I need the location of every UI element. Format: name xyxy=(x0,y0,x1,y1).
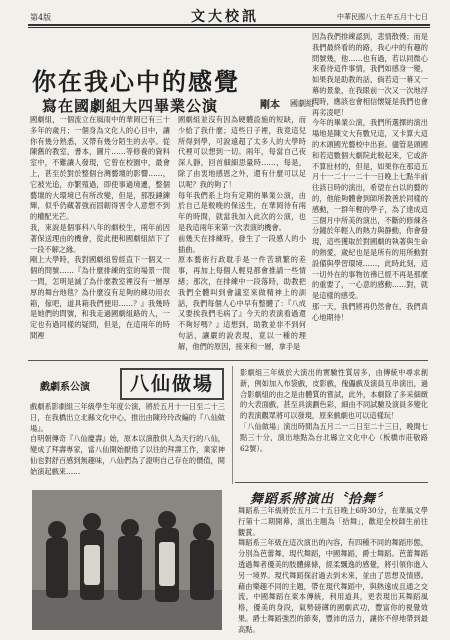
section-divider-2 xyxy=(235,482,428,483)
play-column-1: 戲劇系影劇組三年級學生年度公演，將於五月十一日至二十三日，在我橋出立北縣文化中心，推出由陳玲玲改編的『八仙做場』。 自明朝傳奇『八仙慶壽』始，原本以演散供人為天行的八仙，變成了拜壽專家，當八仙開始厭倦了以往的拜壽工作，業家神仙也對舒百感到無趣味，八仙們為了證明自己存在的價值，開始演起戲來…… xyxy=(30,402,225,476)
article-column-1: 國劇組，一個流立在風雨中的華岡已有三十多年的歲月；一個身為文化人的心目中，讓你有幾分熟悉，又帶有幾分陌生的去亭。從陳舊的教室，書本，圖片……等修養的資料室中，不難讓人發現，它曾在校園中，最會上，甚至於對於整個台灣藝壇的影響……，它被光追，亦繁殖過，即使事過境遷，整個藝壇的大環境已有所改變，但是，那股錘鍊輝，似乎仍藏著強而固韌得害令人意想不到的權配光芒。 我，來說是個事科八年的劇校生，兩年前因著保送理由的機會，從此便和國劇組結下了一段不解之緣。 剛上大學時，我對國劇組曾經直下一個叉一個的問號……『為什麼排練的室的場景一問一問，怎明是滅了為什麼教室裡沒有一層厚厚的舞台地毯？為什麼沒有足夠的練功用衣箱，傢吧，道具箱我們便用……？』我幾時是她們的問號，和我走過國劇組路的人，一定也有過同樣的疑問，但是，在這兩年的時間裡 xyxy=(30,115,170,340)
play-title-box: 八仙做場 xyxy=(120,368,224,400)
section-divider xyxy=(28,360,428,361)
article-subtitle: 寫在國劇組大四畢業公演 xyxy=(42,97,219,115)
dance-article-title: 舞蹈系將演出〝拾舞〞 xyxy=(250,492,391,507)
author-department: 國劇組 xyxy=(290,99,314,108)
header-rule xyxy=(28,24,430,26)
photo-illustration xyxy=(32,490,222,630)
article-column-3: 因為我們排練認到，悲情散慢；而是我們最終看的的路，我心中的有趣的問號幾，他……也有過，若以同微心來看待這件事情，我們如感身一變，如果我是助教的話，倘若這一幕又一幕的景象，在我眼前一次又一次地浮現時，應該也會相信懷疑是我們也會再劣凌吧！ 今年的畢業公演，我們所選擇的演出場地是陳文大有數兄這，又卡算大這的木頭國光藝校中出套。儘管是頭國和若這數個大劇院此較起來，它或許不算壯材的，但是，如果你在那這五月十一二十一二十一日晚上七點半前往該日時的演出，希望在台以的藝的的，他能夠體會到師所教善於同樣的感動，一群年輕的學子，為了達成這三個月中所美的演出，不斷的修煉各分鐘於年輕人的熱力與静動，你會發現，這些獲取於對國劇的執著與生命的熱愛，歲紀也是是所有的用所動對設備與學習環境……，此時此刻，這一切外在的事物彷彿已經不再是那麼的重要了，一心意的感動……對，就是這樣的感受。 那一天，我們將再仍然會在，我們真心地期待！ xyxy=(312,32,428,322)
article-column-2: 國劇組並沒有因為硬體設施的短缺，而少給了我什麼；這些日子裡，我竟這兒所得到學，可說遠超了太多人的大學時代裡可以想到一切。兩年，每當自己夜深人靜，回首細細思量時……，每是，除了由衷地感恩之外，還有什麼可以足以呢？我的夠了！ 每年我們系上均有定期的畢業公演，由於自己是較晚的保送生，在華岡待有兩年的時間，就當我加入此次的公演，也是我這兩年來第一次表演的機會。 前幾天在排練時，發生了一段感人的小插曲。 原本藝術行政耽手是一件苦瑣繁的差事，再加上每個人輕見都會推請一些情緒；那次，在排練中一段落時，助教把我們全體叫到會議室來做精神上的訓話，我們每個人心中早有整體了：『八成又要挨我們毛病了』今天的表演看過還不夠好嗎？』這想到，助教並非不到何句話，讓嚴的說表現，竟以一種的理解，他們的原因，接來和一層，拿手是 xyxy=(178,115,306,351)
page-number: 第4版 xyxy=(30,13,52,22)
performance-photo xyxy=(32,490,222,630)
dance-article-body: 舞蹈系三年級將於五月二十五日晚上6時30分，在華風文學行第十二期開幕，演出主題為「拾舞」，歡迎全校師生前往觀賞。 舞蹈系三年級在這次演出的內容，有四種不同的舞蹈形態，分別為芭蕾舞，現代舞蹈，中國舞蹈，爵士舞蹈。芭蕾舞蹈透過舞者優美的肢體線條，經柔飄逸的感覺，將引領你進入另一境界。現代舞蹈探討過去到未來，並由了思想及情感。藉由樂趣不同的主題，帶在現代舞蹈中，與熱遠成且通之交流。中國舞蹈在東本傳統，利用道具，更表現出其舞蹈風格，優美的身段，氣勢磅礡的國劇武功，豐富你的視覺效果。爵士舞蹈強烈的節奏，豐沛的活力，讓你不停地帶到最高點。 xyxy=(238,506,428,634)
play-column-2: 影劇組三年級於大演出的實驗性質居多，由傳統中尋求創新，例如加入布袋戲，皮影戲，傀儡戲及演員互串演出，過合影劇組的由之是由體質的嘗試，此外，本劇除了多采細緻的大表面戲，甚至具演劃色彩，細由不同試驗及演員多變化的表演觀眾將可以發現，原來戲劇也可以這樣玩！ 「八仙做場」演出時間為五月二一二日至二十三日，晚間七點三十分，演出地點為台北縣立文化中心（板橋市莊敬路62號）。 xyxy=(240,368,428,453)
column-divider xyxy=(232,366,233,484)
section-label: 戲劇系公演 xyxy=(40,382,90,393)
author-name: 剛本 xyxy=(260,100,280,111)
issue-date: 中華民國八十五年五月十七日 xyxy=(337,13,428,21)
header-rule-thin xyxy=(28,27,430,28)
article-title: 你在我心中的感覺 xyxy=(32,67,240,96)
newspaper-name: 文大校訊 xyxy=(191,9,259,25)
